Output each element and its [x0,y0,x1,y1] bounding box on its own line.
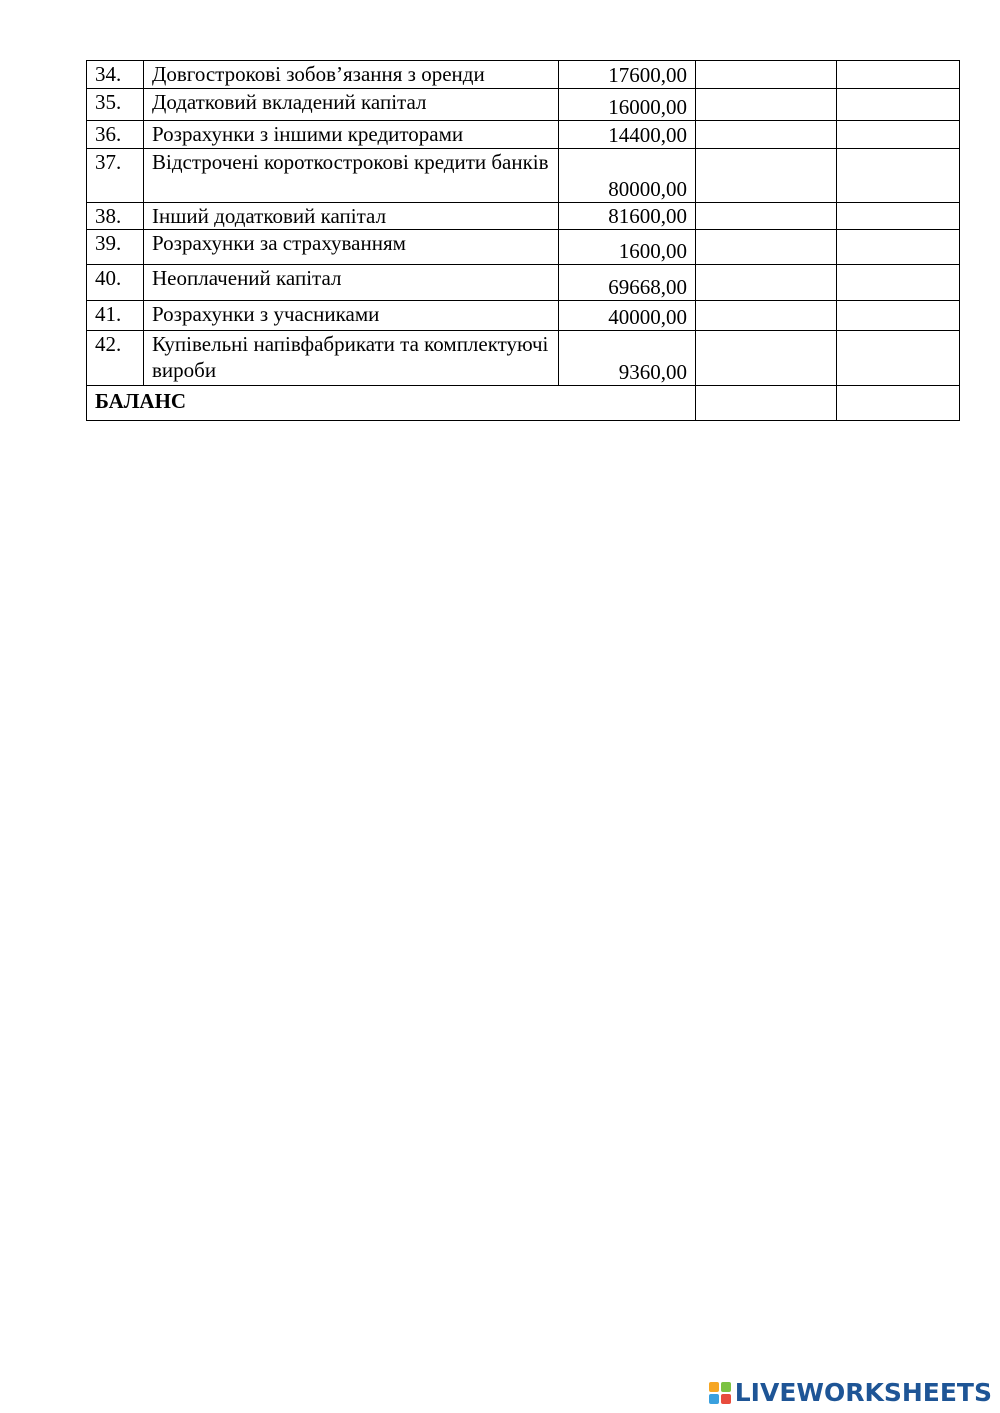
answer-cell[interactable] [837,230,960,265]
table-row [87,331,960,386]
row-number: 39. [87,230,144,265]
account-name: Розрахунки з іншими кредиторами [144,121,559,149]
liveworksheets-logo-icon [709,1382,731,1404]
amount-cell: 14400,00 [559,121,696,149]
table-row [87,301,960,331]
account-name: Купівельні напівфабрикати та комплектуючі вироби [144,331,559,386]
answer-cell[interactable] [837,331,960,386]
logo-square [709,1394,719,1404]
table-row [87,230,960,265]
answer-cell[interactable] [696,121,837,149]
row-number: 41. [87,301,144,331]
balance-table [86,60,960,421]
answer-cell[interactable] [837,89,960,121]
logo-square [721,1382,731,1392]
answer-cell[interactable] [696,61,837,89]
answer-cell[interactable] [696,331,837,386]
amount-cell: 81600,00 [559,203,696,230]
balance-answer-cell[interactable] [837,386,960,421]
amount-cell: 69668,00 [559,265,696,301]
account-name: Розрахунки з учасниками [144,301,559,331]
balance-total-row [87,386,960,421]
row-number: 38. [87,203,144,230]
table-row [87,265,960,301]
table-row [87,89,960,121]
row-number: 40. [87,265,144,301]
row-number: 35. [87,89,144,121]
answer-cell[interactable] [837,301,960,331]
logo-square [709,1382,719,1392]
answer-cell[interactable] [837,265,960,301]
liveworksheets-watermark [709,1378,992,1407]
row-number: 37. [87,149,144,203]
answer-cell[interactable] [696,149,837,203]
account-name: Додатковий вкладений капітал [144,89,559,121]
answer-cell[interactable] [837,61,960,89]
account-name: Розрахунки за страхуванням [144,230,559,265]
answer-cell[interactable] [696,203,837,230]
answer-cell[interactable] [837,149,960,203]
table-row [87,149,960,203]
answer-cell[interactable] [837,203,960,230]
amount-cell: 9360,00 [559,331,696,386]
row-number: 36. [87,121,144,149]
account-name: Відстрочені короткострокові кредити банків [144,149,559,203]
account-name: Довгострокові зобов’язання з оренди [144,61,559,89]
amount-cell: 16000,00 [559,89,696,121]
balance-label: БАЛАНС [87,386,696,421]
answer-cell[interactable] [696,230,837,265]
amount-cell: 17600,00 [559,61,696,89]
account-name: Інший додатковий капітал [144,203,559,230]
answer-cell[interactable] [696,301,837,331]
balance-answer-cell[interactable] [696,386,837,421]
answer-cell[interactable] [696,89,837,121]
logo-square [721,1394,731,1404]
table-row [87,61,960,89]
account-name: Неоплачений капітал [144,265,559,301]
amount-cell: 40000,00 [559,301,696,331]
watermark-text: LIVEWORKSHEETS [734,1378,992,1407]
table-row [87,203,960,230]
row-number: 42. [87,331,144,386]
answer-cell[interactable] [837,121,960,149]
amount-cell: 1600,00 [559,230,696,265]
table-row [87,121,960,149]
amount-cell: 80000,00 [559,149,696,203]
row-number: 34. [87,61,144,89]
answer-cell[interactable] [696,265,837,301]
